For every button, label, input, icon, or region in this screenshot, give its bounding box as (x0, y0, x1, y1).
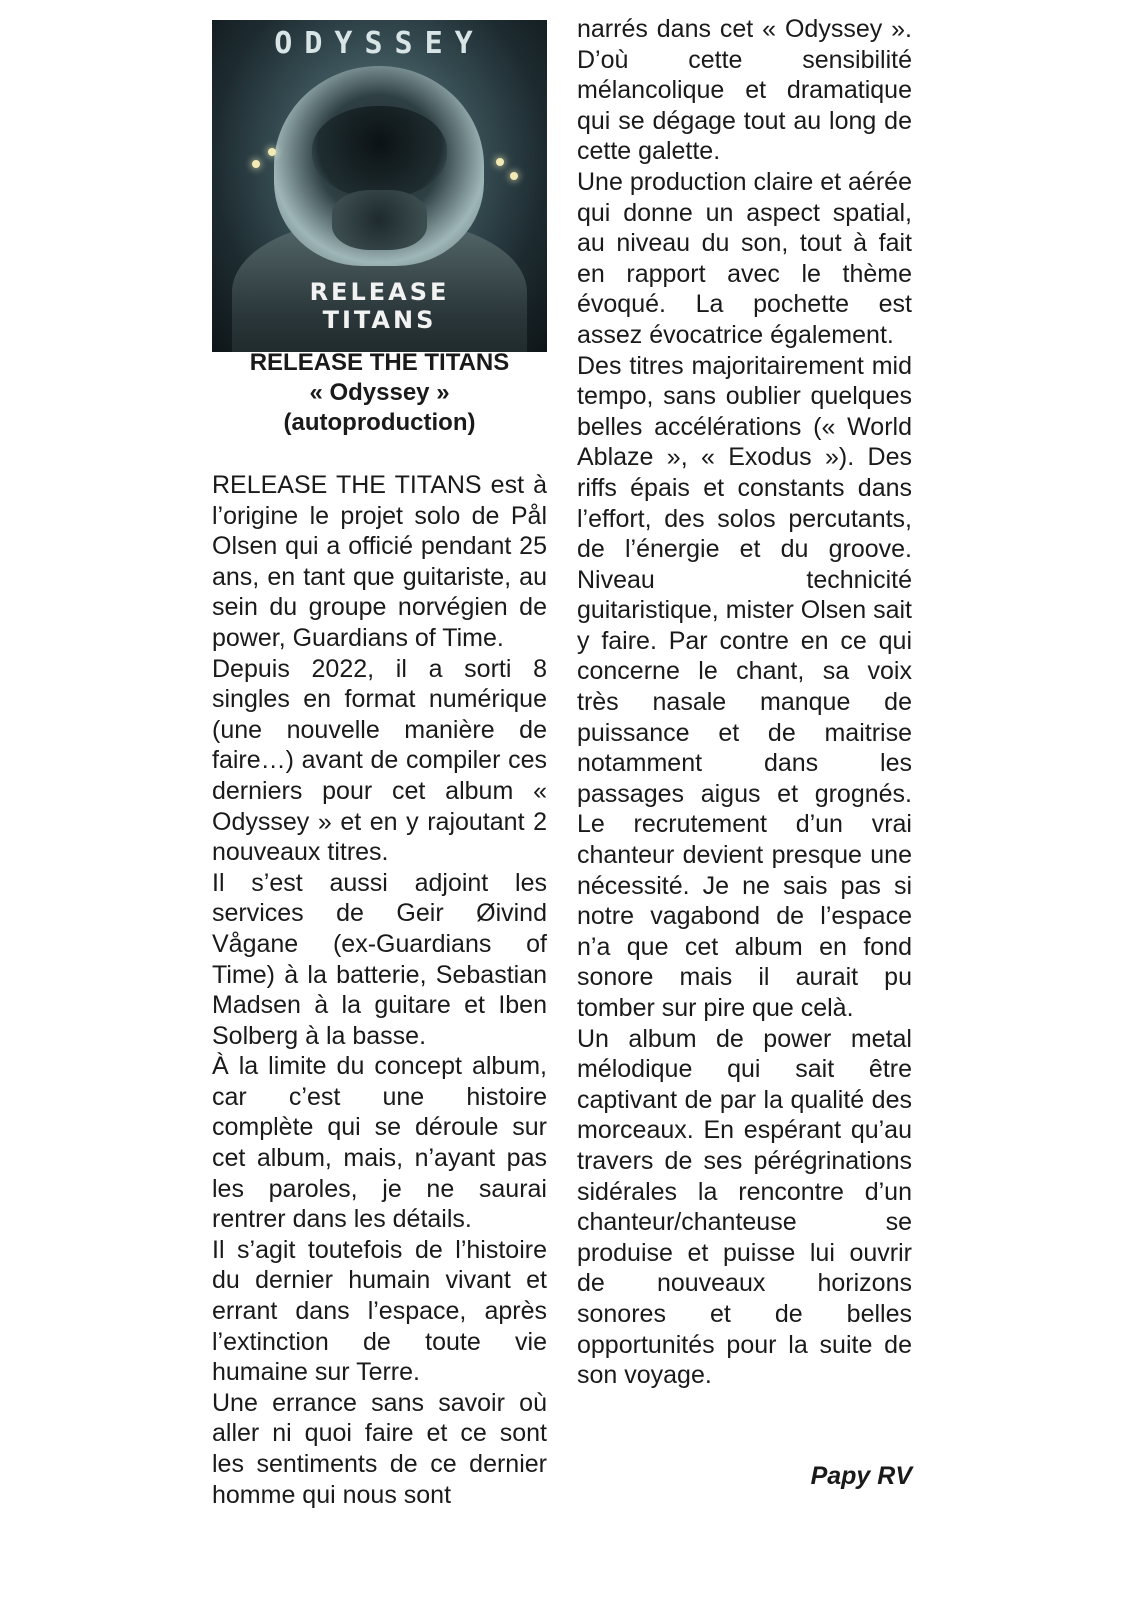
album-caption (212, 348, 547, 438)
cover-logo-line2: TITANS (322, 306, 437, 334)
cover-helmet-visor (312, 106, 447, 198)
article-paragraph: Depuis 2022, il a sorti 8 singles en format numérique (une nouvelle manière de faire…) avant de compiler ces derniers pour cet album « Odyssey » et en y rajoutant 2 nouveaux titres. (212, 654, 547, 867)
article-paragraph: RELEASE THE TITANS est à l’origine le projet solo de Pål Olsen qui a officié pendant 25 ans, en tant que guitariste, au sein du groupe norvégien de power, Guardians of Time. (212, 471, 547, 652)
cover-band-title: ODYSSEY (274, 26, 485, 61)
caption-album: « Odyssey » (309, 379, 450, 406)
article-paragraph: À la limite du concept album, car c’est une histoire complète qui se déroule sur cet album, mais, n’ayant pas les paroles, je ne saurai rentrer dans les détails. (212, 1052, 547, 1234)
article-paragraph: Il s’est aussi adjoint les services de Geir Øivind Vågane (ex-Guardians of Time) à la batterie, Sebastian Madsen à la guitare et Iben Solberg à la basse. (212, 868, 547, 1050)
cover-light (496, 158, 504, 166)
article-paragraph: Une errance sans savoir où aller ni quoi faire et ce sont les sentiments de ce dernier homme qui nous sont (212, 1388, 547, 1509)
article-paragraph: Un album de power metal mélodique qui sait être captivant de par la qualité des morceaux. En espérant qu’au travers de ses pérégrinations sidérales la rencontre d’un chanteur/chanteuse se produise et puisse lui ouvrir de nouveaux horizons sonores et de belles opportunités pour la suite de son voyage. (577, 1024, 912, 1390)
caption-label: (autoproduction) (283, 409, 476, 436)
author-signature: Papy RV (810, 1462, 912, 1490)
article-paragraph: narrés dans cet « Odyssey ». D’où cette sensibilité mélancolique et dramatique qui se dégage tout au long de cette galette. (577, 15, 912, 166)
article-left-column (212, 470, 547, 1510)
cover-logo-line1: RELEASE (309, 278, 450, 306)
cover-light (268, 148, 276, 156)
album-cover-image (212, 20, 547, 352)
article-paragraph: Une production claire et aérée qui donne un aspect spatial, au niveau du son, tout à fait en rapport avec le thème évoqué. La pochette est assez évocatrice également. (577, 167, 912, 349)
caption-artist: RELEASE THE TITANS (249, 349, 510, 376)
cover-light (252, 160, 260, 168)
article-paragraph: Il s’agit toutefois de l’histoire du dernier humain vivant et errant dans l’espace, après l’extinction de toute vie humaine sur Terre. (212, 1235, 547, 1387)
article-right-column (577, 14, 912, 1391)
cover-astronaut-hands (332, 190, 427, 250)
cover-light (510, 172, 518, 180)
article-paragraph: Des titres majoritairement mid tempo, sans oublier quelques belles accélérations (« World Ablaze », « Exodus »). Des riffs épais et constants dans l’effort, des solos percutants, de l’énergie et du groove. Niveau technicité guitaristique, mister Olsen sait y faire. Par contre en ce qui concerne le chant, sa voix très nasale manque de puissance et de maitrise notamment dans les passages aigus et grognés. Le recrutement d’un vrai chanteur devient presque une nécessité. Je ne sais pas si notre vagabond de l’espace n’a que cet album en fond sonore mais il aurait pu tomber sur pire que celà. (577, 351, 912, 1022)
